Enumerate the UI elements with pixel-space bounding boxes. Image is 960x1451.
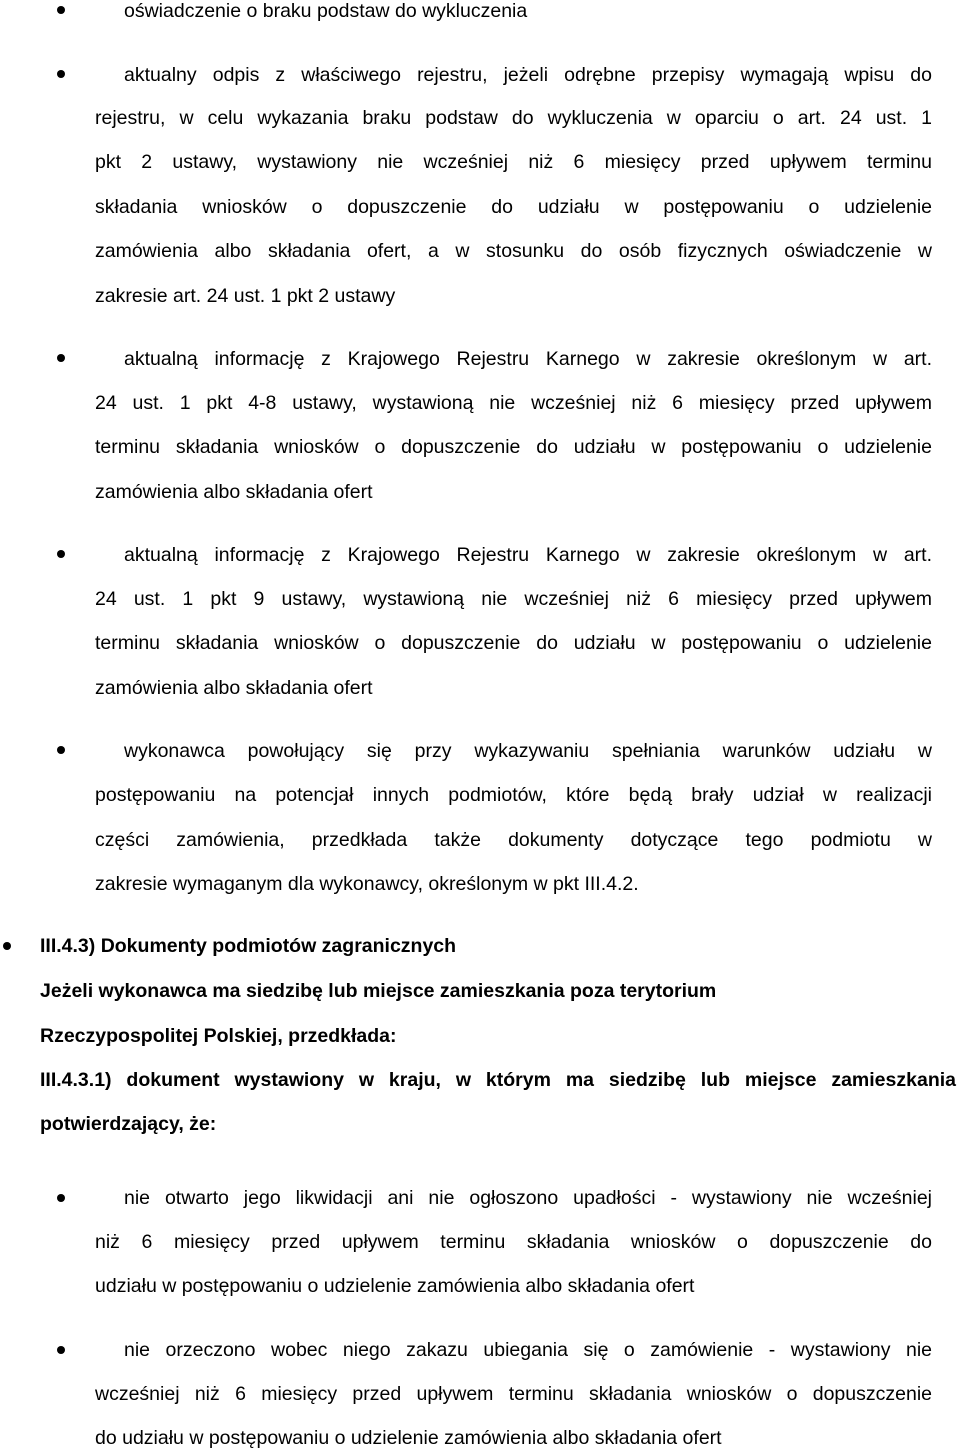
list-item-line: do udziału w postępowaniu o udzielenie zamówienia albo składania ofert (95, 1427, 722, 1449)
subsection-heading: III.4.3.1) dokument wystawiony w kraju, w którym ma siedzibę lub miejsce zamieszkania (40, 1069, 956, 1091)
list-item-line: rejestru, w celu wykazania braku podstaw do wykluczenia w oparciu o art. 24 ust. 1 (95, 107, 932, 129)
list-item-line: oświadczenie o braku podstaw do wykluczenia (124, 0, 528, 22)
section-heading: III.4.3) Dokumenty podmiotów zagranicznych (40, 935, 457, 957)
bullet-icon (57, 354, 65, 362)
list-item-line: udziału w postępowaniu o udzielenie zamówienia albo składania ofert (95, 1275, 695, 1297)
list-item-line: postępowaniu na potencjał innych podmiotów, które będą brały udział w realizacji (95, 784, 932, 806)
intro-line: Rzeczypospolitej Polskiej, przedkłada: (40, 1025, 397, 1047)
list-item-line: terminu składania wniosków o dopuszczenie do udziału w postępowaniu o udzielenie (95, 632, 932, 654)
list-item-line: zakresie art. 24 ust. 1 pkt 2 ustawy (95, 285, 396, 307)
list-item-line: pkt 2 ustawy, wystawiony nie wcześniej niż 6 miesięcy przed upływem terminu (95, 151, 932, 173)
list-item-line: terminu składania wniosków o dopuszczenie do udziału w postępowaniu o udzielenie (95, 436, 932, 458)
bullet-icon (57, 746, 65, 754)
bullet-icon (57, 1194, 65, 1202)
list-item-line: nie orzeczono wobec niego zakazu ubiegania się o zamówienie - wystawiony nie (124, 1339, 932, 1361)
list-item-line: zamówienia albo składania ofert (95, 677, 373, 699)
bullet-icon (57, 550, 65, 558)
list-item-line: nie otwarto jego likwidacji ani nie ogłoszono upadłości - wystawiony nie wcześniej (124, 1187, 932, 1209)
list-item-line: 24 ust. 1 pkt 9 ustawy, wystawioną nie wcześniej niż 6 miesięcy przed upływem (95, 588, 932, 610)
list-item-line: aktualny odpis z właściwego rejestru, jeżeli odrębne przepisy wymagają wpisu do (124, 64, 932, 86)
list-item-line: składania wniosków o dopuszczenie do udziału w postępowaniu o udzielenie (95, 196, 932, 218)
list-item-line: zakresie wymaganym dla wykonawcy, określonym w pkt III.4.2. (95, 873, 639, 895)
bullet-icon (57, 6, 65, 14)
list-item-line: części zamówienia, przedkłada także dokumenty dotyczące tego podmiotu w (95, 829, 932, 851)
bullet-icon (57, 70, 65, 78)
list-item-line: zamówienia albo składania ofert (95, 481, 373, 503)
list-item-line: zamówienia albo składania ofert, a w stosunku do osób fizycznych oświadczenie w (95, 240, 932, 262)
list-item-line: wykonawca powołujący się przy wykazywaniu spełniania warunków udziału w (124, 740, 932, 762)
bullet-icon (3, 942, 11, 950)
intro-line: Jeżeli wykonawca ma siedzibę lub miejsce zamieszkania poza terytorium (40, 980, 717, 1002)
bullet-icon (57, 1346, 65, 1354)
list-item-line: aktualną informację z Krajowego Rejestru Karnego w zakresie określonym w art. (124, 348, 932, 370)
list-item-line: niż 6 miesięcy przed upływem terminu składania wniosków o dopuszczenie do (95, 1231, 932, 1253)
list-item-line: 24 ust. 1 pkt 4-8 ustawy, wystawioną nie wcześniej niż 6 miesięcy przed upływem (95, 392, 932, 414)
subsection-heading: potwierdzający, że: (40, 1113, 217, 1135)
list-item-line: aktualną informację z Krajowego Rejestru Karnego w zakresie określonym w art. (124, 544, 932, 566)
list-item-line: wcześniej niż 6 miesięcy przed upływem terminu składania wniosków o dopuszczenie (95, 1383, 932, 1405)
